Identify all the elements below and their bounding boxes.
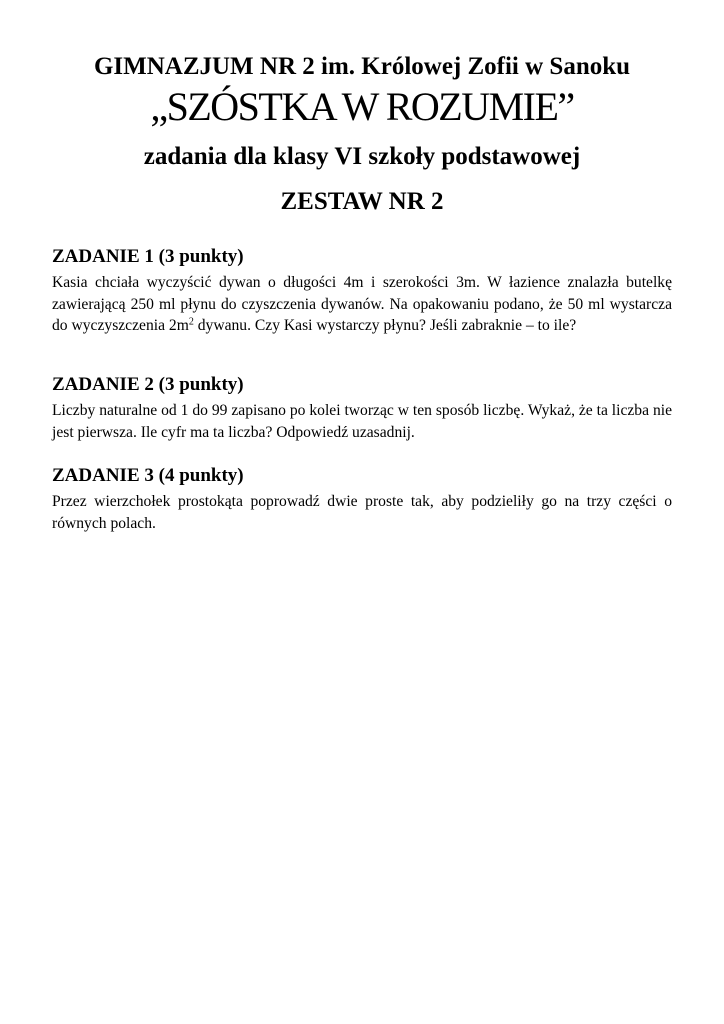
task-1-superscript: 2 (188, 316, 194, 328)
task-2 (52, 374, 672, 443)
task-2-title: ZADANIE 2 (3 punkty) (52, 374, 244, 395)
grade-subtitle: zadania dla klasy VI szkoły podstawowej (143, 143, 581, 170)
task-2-text: Liczby naturalne od 1 do 99 zapisano po kolei tworząc w ten sposób liczbę. Wykaż, że ta liczba nie jest pierwsza. Ile cyfr ma ta liczba? Odpowiedź uzasadnij. (52, 402, 672, 441)
task-1 (52, 246, 672, 337)
task-1-text (52, 272, 672, 337)
contest-title: „SZÓSTKA W ROZUMIE” (150, 84, 574, 129)
task-1-text-end: dywanu. Czy Kasi wystarczy płynu? Jeśli zabraknie – to ile? (193, 317, 577, 334)
task-3 (52, 465, 672, 534)
task-1-title: ZADANIE 1 (3 punkty) (52, 246, 244, 267)
task-3-text: Przez wierzchołek prostokąta poprowadź dwie proste tak, aby podzieliły go na trzy części o równych polach. (52, 493, 672, 532)
task-3-title: ZADANIE 3 (4 punkty) (52, 465, 244, 486)
task-1-text-main: Kasia chciała wyczyścić dywan o długości 4m i szerokości 3m. W łazience znalazła butelkę zawierającą 250 ml płynu do czyszczenia dywanów. Na opakowaniu podano, że 50 ml wystarcza do wyczyszczenia 2m (52, 274, 672, 334)
school-name: GIMNAZJUM NR 2 im. Królowej Zofii w Sanoku (93, 53, 631, 80)
set-number: ZESTAW NR 2 (280, 188, 444, 215)
